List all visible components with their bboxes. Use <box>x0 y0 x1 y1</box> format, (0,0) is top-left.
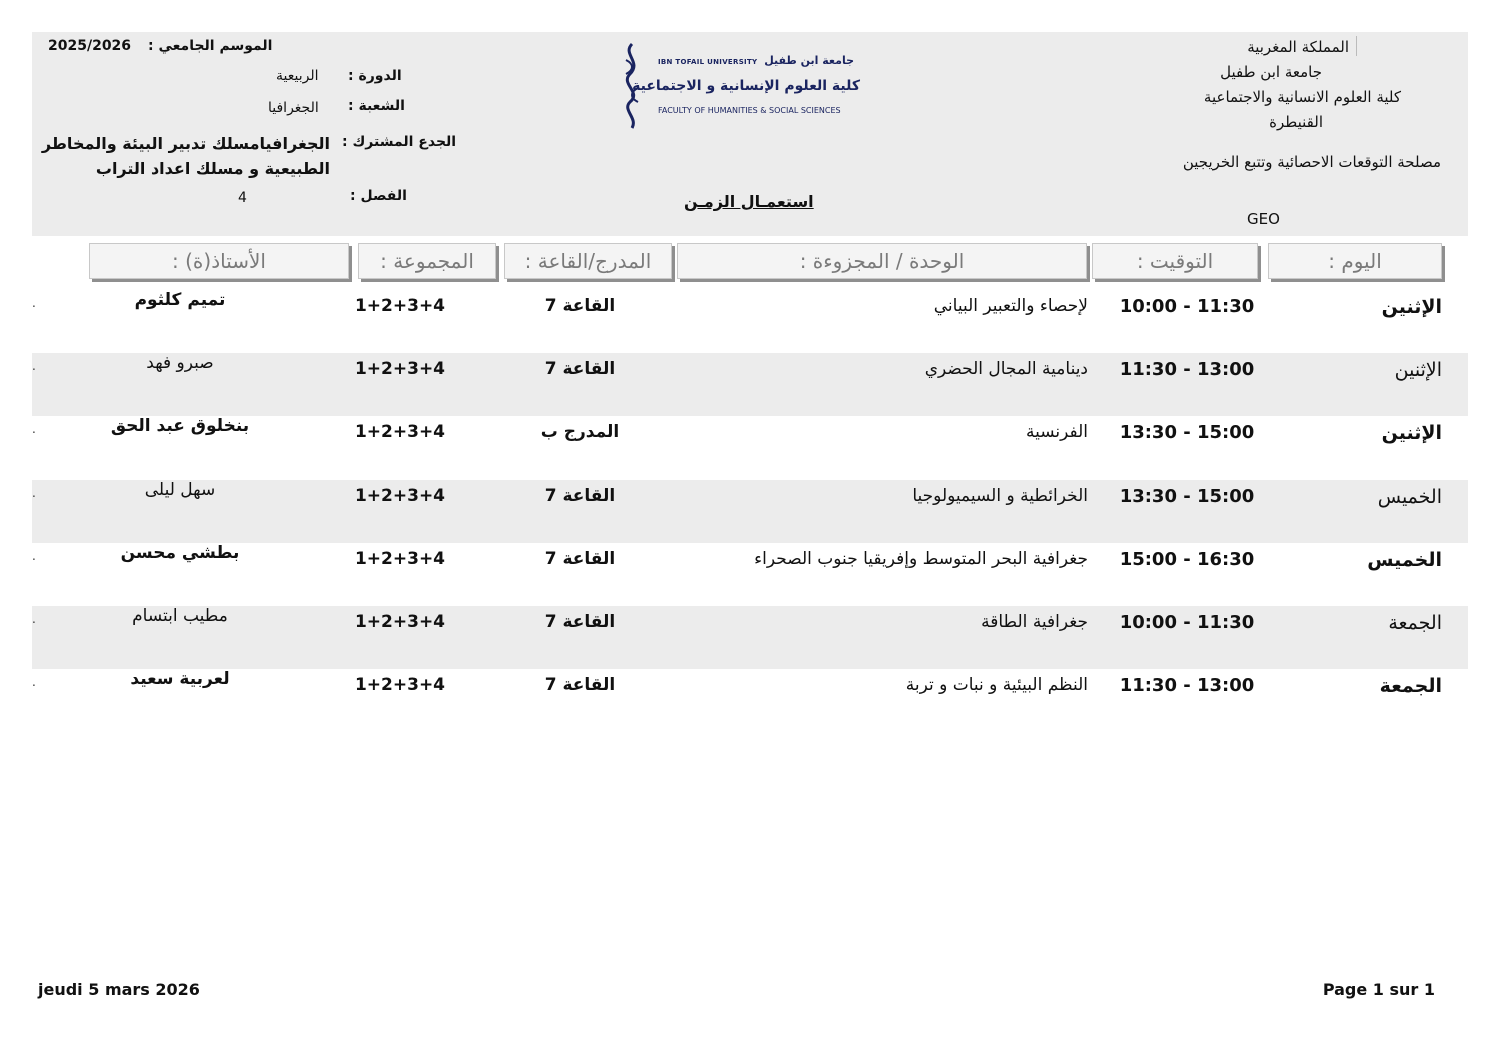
room-cell: القاعة 7 <box>544 359 616 379</box>
room-cell: القاعة 7 <box>544 486 616 506</box>
room-cell: القاعة 7 <box>544 549 616 569</box>
column-header-module: الوحدة / المجزوءة : <box>677 243 1087 279</box>
group-cell: 1+2+3+4 <box>354 675 446 695</box>
table-row <box>32 290 1468 353</box>
room-cell: القاعة 7 <box>544 612 616 632</box>
core-value-line2: الطبيعية و مسلك اعداد التراب <box>95 159 330 178</box>
table-row <box>32 606 1468 669</box>
service-label: مصلحة التوقعات الاحصائية وتتبع الخريجين <box>1182 153 1441 171</box>
core-value-line1: الجغرافيامسلك تدبير البيئة والمخاطر <box>41 134 330 153</box>
group-cell: 1+2+3+4 <box>354 422 446 442</box>
session-value: الربيعية <box>276 68 319 84</box>
page-title: استعمـال الزمـن <box>684 192 814 211</box>
season-value: 2025/2026 <box>48 38 132 54</box>
time-cell: 10:00 - 11:30 <box>1119 296 1255 317</box>
module-cell: دينامية المجال الحضري <box>924 359 1088 379</box>
module-cell: النظم البيئية و نبات و تربة <box>905 675 1088 695</box>
module-cell: جغرافية الطاقة <box>981 612 1088 632</box>
group-cell: 1+2+3+4 <box>354 612 446 632</box>
clipped-cell: . <box>32 486 36 500</box>
group-cell: 1+2+3+4 <box>354 486 446 506</box>
column-header-professor: الأستاذ(ة) : <box>89 243 349 279</box>
semester-label: الفصل : <box>350 188 407 204</box>
professor-cell: تميم كلثوم <box>134 290 226 310</box>
season-label: الموسم الجامعي : <box>148 38 273 54</box>
time-cell: 11:30 - 13:00 <box>1119 675 1255 696</box>
professor-cell: بطشي محسن <box>120 543 240 563</box>
session-label: الدورة : <box>348 68 402 84</box>
time-cell: 11:30 - 13:00 <box>1119 359 1255 380</box>
professor-cell: بنخلوق عبد الحق <box>110 416 250 436</box>
group-cell: 1+2+3+4 <box>354 296 446 316</box>
day-cell: الخميس <box>1377 486 1442 508</box>
kingdom-label: المملكة المغربية <box>1247 38 1349 56</box>
room-cell: المدرج ب <box>540 422 620 442</box>
module-cell: جغرافية البحر المتوسط وإفريقيا جنوب الصحراء <box>754 549 1088 569</box>
city-label: القنيطرة <box>1269 113 1323 131</box>
day-cell: الإثنين <box>1381 296 1442 318</box>
day-cell: الإثنين <box>1394 359 1442 381</box>
logo-ar-faculty: كلية العلوم الإنسانية و الاجتماعية <box>632 78 860 94</box>
logo-en-faculty: FACULTY OF HUMANITIES & SOCIAL SCIENCES <box>658 106 841 115</box>
room-cell: القاعة 7 <box>544 296 616 316</box>
day-cell: الجمعة <box>1388 612 1442 634</box>
clipped-cell: . <box>32 549 36 563</box>
logo-ar-university: جامعة ابن طفيل <box>764 54 854 67</box>
day-cell: الجمعة <box>1379 675 1442 697</box>
column-header-time: التوقيت : <box>1092 243 1258 279</box>
module-cell: الخرائطية و السيميولوجيا <box>912 486 1088 506</box>
column-header-room: المدرج/القاعة : <box>504 243 672 279</box>
time-cell: 13:30 - 15:00 <box>1119 486 1255 507</box>
table-row <box>32 480 1468 543</box>
professor-cell: سهل ليلى <box>144 480 216 500</box>
group-cell: 1+2+3+4 <box>354 549 446 569</box>
professor-cell: صبرو فهد <box>146 353 214 373</box>
time-cell: 15:00 - 16:30 <box>1119 549 1255 570</box>
university-label: جامعة ابن طفيل <box>1220 63 1322 81</box>
room-cell: القاعة 7 <box>544 675 616 695</box>
table-row <box>32 543 1468 606</box>
clipped-cell: . <box>32 296 36 310</box>
professor-cell: لعربية سعيد <box>130 669 230 689</box>
university-logo <box>612 40 864 132</box>
day-cell: الإثنين <box>1381 422 1442 444</box>
footer-date: jeudi 5 mars 2026 <box>38 980 200 999</box>
column-header-group: المجموعة : <box>358 243 496 279</box>
module-cell: لإحصاء والتعبير البياني <box>933 296 1088 316</box>
semester-value: 4 <box>238 190 247 206</box>
clipped-cell: . <box>32 675 36 689</box>
branch-label: الشعبة : <box>348 98 405 114</box>
table-row <box>32 416 1468 479</box>
time-cell: 10:00 - 11:30 <box>1119 612 1255 633</box>
logo-en-university: IBN TOFAIL UNIVERSITY <box>658 58 758 66</box>
module-cell: الفرنسية <box>1025 422 1088 442</box>
faculty-label: كلية العلوم الانسانية والاجتماعية <box>1203 88 1401 106</box>
time-cell: 13:30 - 15:00 <box>1119 422 1255 443</box>
column-header-day: اليوم : <box>1268 243 1442 279</box>
footer-page-number: Page 1 sur 1 <box>1322 980 1435 999</box>
day-cell: الخميس <box>1367 549 1442 571</box>
clipped-cell: . <box>32 422 36 436</box>
group-cell: 1+2+3+4 <box>354 359 446 379</box>
branch-value: الجغرافيا <box>268 100 319 116</box>
core-label: الجدع المشترك : <box>342 134 457 150</box>
clipped-cell: . <box>32 612 36 626</box>
table-row <box>32 669 1468 732</box>
divider <box>1356 36 1357 56</box>
clipped-cell: . <box>32 359 36 373</box>
table-row <box>32 353 1468 416</box>
professor-cell: مطيب ابتسام <box>132 606 228 626</box>
code-label: GEO <box>1247 210 1280 228</box>
